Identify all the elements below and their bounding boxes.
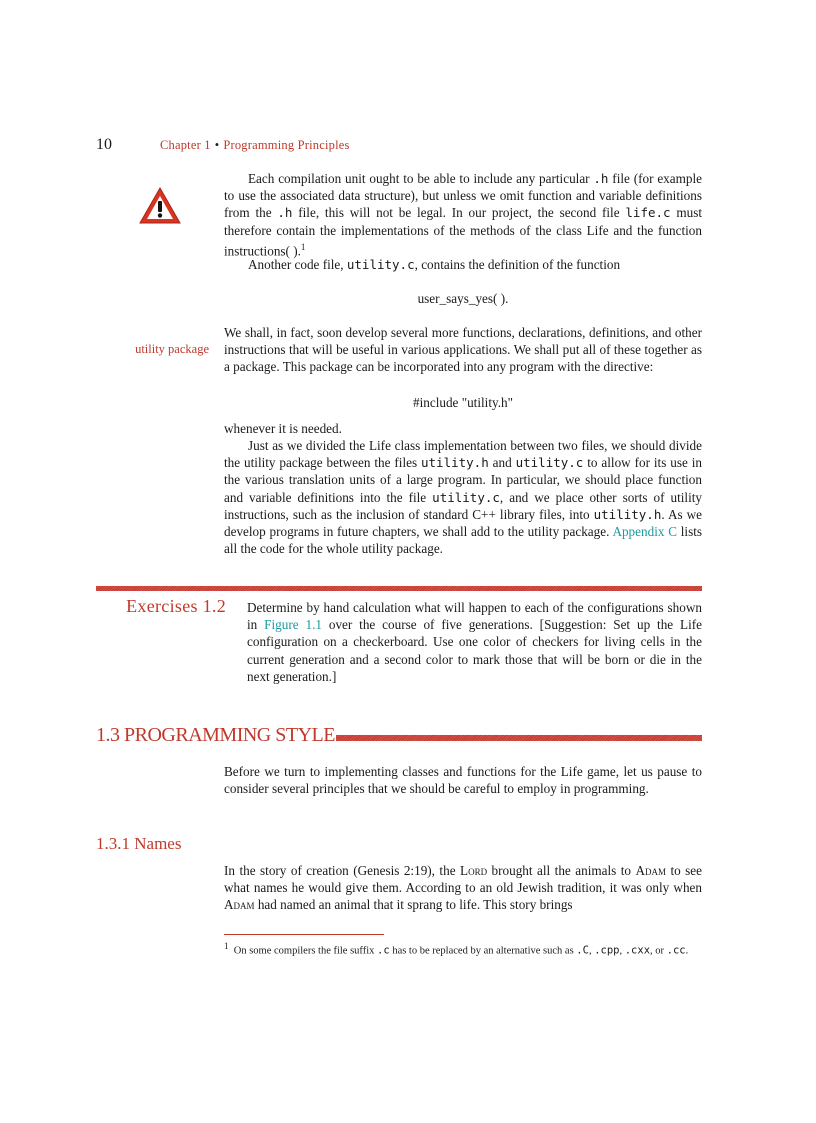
section-intro: Before we turn to implementing classes and functions for the Life game, let us pause to consider several principles that we should be careful to employ in programming. [224,764,702,797]
footnote-number: 1 [224,941,229,951]
paragraph-names: In the story of creation (Genesis 2:19), the Lord brought all the animals to Adam to see what names he would give them. According to an old Jewish tradition, it was only when Adam had named an animal that it sprang to life. This story brings [224,863,703,913]
footnote: $^1$ On some compilers the file suffix .c has to be replaced by an alternative such as .C, .cpp, .cxx, or .cc. [224,941,689,957]
footnote-ref: 1 [300,241,306,252]
paragraph-divide-utility: Just as we divided the Life class implementation between two files, we should divide the utility package between the files utility.h and utility.c to allow for its use in the various translation units of a large program. In particular, we should place function and variable definitions into the file utility.c, and we place other sorts of utility instructions, such as the inclusion of standard C++ library files, into utility.h. As we develop programs in future chapters, we shall add to the utility package. Appendix C lists all the code for the whole utility package. [224,438,703,557]
paragraph-utility-file: Another code file, utility.c, contains the definition of the function [248,257,621,272]
running-header [160,138,350,153]
warning-triangle-icon [138,186,182,226]
chapter-label: Chapter 1 [160,138,211,152]
figure-link[interactable]: Figure 1.1 [264,617,322,633]
display-function: user_says_yes( ). [417,291,509,306]
section-title: 1.3 PROGRAMMING STYLE [96,724,335,746]
paragraph-package: We shall, in fact, soon develop several more functions, declarations, definitions, and other instructions that will be useful in various applications. We shall put all of these together as a package. This package can be incorporated into any program with the directive: [224,325,702,375]
include-directive: #include "utility.h" [412,395,513,410]
paragraph-compilation-unit: Each compilation unit ought to be able to include any particular .h file (for example to use the associated data structure), but unless we omit function and variable definitions from the .h file, this will not be legal. In our project, the second file life.c must therefore contain the implementations of the methods of the class Life and the function instructions( ).$^1$ [224,171,703,259]
chapter-title: Programming Principles [223,138,350,152]
footnote-rule [224,934,384,935]
bullet-separator: • [214,138,220,152]
section-title-bar [336,735,702,741]
appendix-link[interactable]: Appendix C [612,524,677,540]
section-rule [96,586,702,591]
subsection-title: 1.3.1 Names [96,834,182,853]
exercise-text: Determine by hand calculation what will happen to each of the configurations shown in Figure 1.1 over the course of five generations. [Suggestion: Set up the Life configuration on a checkerboard. Use one color of checkers for living cells in the current generation and a second color to mark those that will be born or die in the next generation.] [247,600,703,684]
paragraph-whenever: whenever it is needed. [224,421,342,436]
exercises-title: Exercises 1.2 [126,596,226,616]
margin-note: utility package [135,342,209,356]
page-number: 10 [96,136,112,153]
